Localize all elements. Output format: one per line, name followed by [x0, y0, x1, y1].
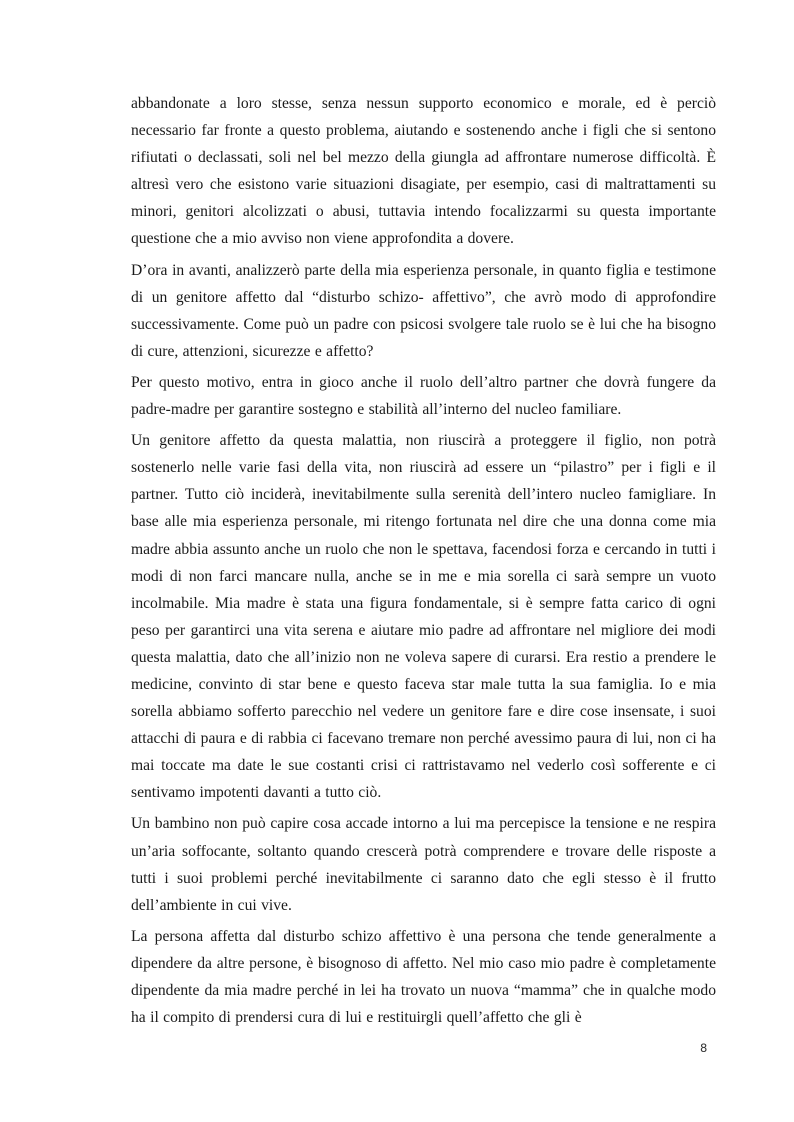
paragraph-2: D’ora in avanti, analizzerò parte della mia esperienza personale, in quanto figlia e testimone di un genitore affetto dal “disturbo schizo- affettivo”, che avrò modo di approfondire successivamente. Come può un padre con psicosi svolgere tale ruolo se è lui che ha bisogno di cure, attenzioni, sicurezze e affetto? — [131, 261, 716, 360]
paragraph-6: La persona affetta dal disturbo schizo affettivo è una persona che tende generalmente a dipendere da altre persone, è bisognoso di affetto. Nel mio caso mio padre è completamente dipendente da mia madre perché in lei ha trovato un nuova “mamma” che in qualche modo ha il compito di prendersi cura di lui e restituirgli quell’affetto che gli è — [131, 927, 716, 1027]
paragraph-1: abbandonate a loro stesse, senza nessun supporto economico e morale, ed è perciò necessario far fronte a questo problema, aiutando e sostenendo anche i figli che si sentono rifiutati o declassati, soli nel bel mezzo della giungla ad affrontare numerose difficoltà. È altresì vero che esistono varie situazioni disagiate, per esempio, casi di maltrattamenti su minori, genitori alcolizzati o abusi, tuttavia intendo focalizzarmi su questa importante questione che a mio avviso non viene approfondita a dovere. — [131, 95, 716, 248]
paragraph-4: Un genitore affetto da questa malattia, non riuscirà a proteggere il figlio, non potrà sostenerlo nelle varie fasi della vita, non riuscirà ad essere un “pilastro” per i figli e il partner. Tutto ciò inciderà, inevitabilmente sulla serenità dell’intero nucleo famigliare. In base alle mia esperienza personale, mi ritengo fortunata nel dire che una donna come mia madre abbia assunto anche un ruolo che non le spettava, facendosi forza e cercando in tutti i modi di non farci mancare nulla, anche se in me e mia sorella ci sarà sempre un vuoto incolmabile. Mia madre è stata una figura fondamentale, si è sempre fatta carico di ogni peso per garantirci una vita serena e aiutare mio padre ad affrontare nel migliore dei modi questa malattia, dato che all’inizio non ne voleva sapere di curarsi. Era restio a prendere le medicine, convinto di star bene e questo faceva star male tutta la sua famiglia. Io e mia sorella abbiamo sofferto parecchio nel vedere un genitore fare e dire cose insensate, i suoi attacchi di paura e di rabbia ci facevano tremare non perché avessimo paura di lui, non ci ha mai toccate ma date le sue costanti crisi ci rattristavamo nel vederlo così sofferente e ci sentivamo impotenti davanti a tutto ciò. — [131, 432, 716, 802]
paragraph-5: Un bambino non può capire cosa accade intorno a lui ma percepisce la tensione e ne respira un’aria soffocante, soltanto quando crescerà potrà comprendere e trovare delle risposte a tutti i suoi problemi perché inevitabilmente ci saranno dato che egli stesso è il frutto dell’ambiente in cui vive. — [131, 815, 716, 914]
page-number: 8 — [700, 1041, 708, 1055]
document-page — [131, 90, 716, 1035]
paragraph-3: Per questo motivo, entra in gioco anche il ruolo dell’altro partner che dovrà fungere da padre-madre per garantire sostegno e stabilità all’interno del nucleo familiare. — [131, 373, 716, 419]
